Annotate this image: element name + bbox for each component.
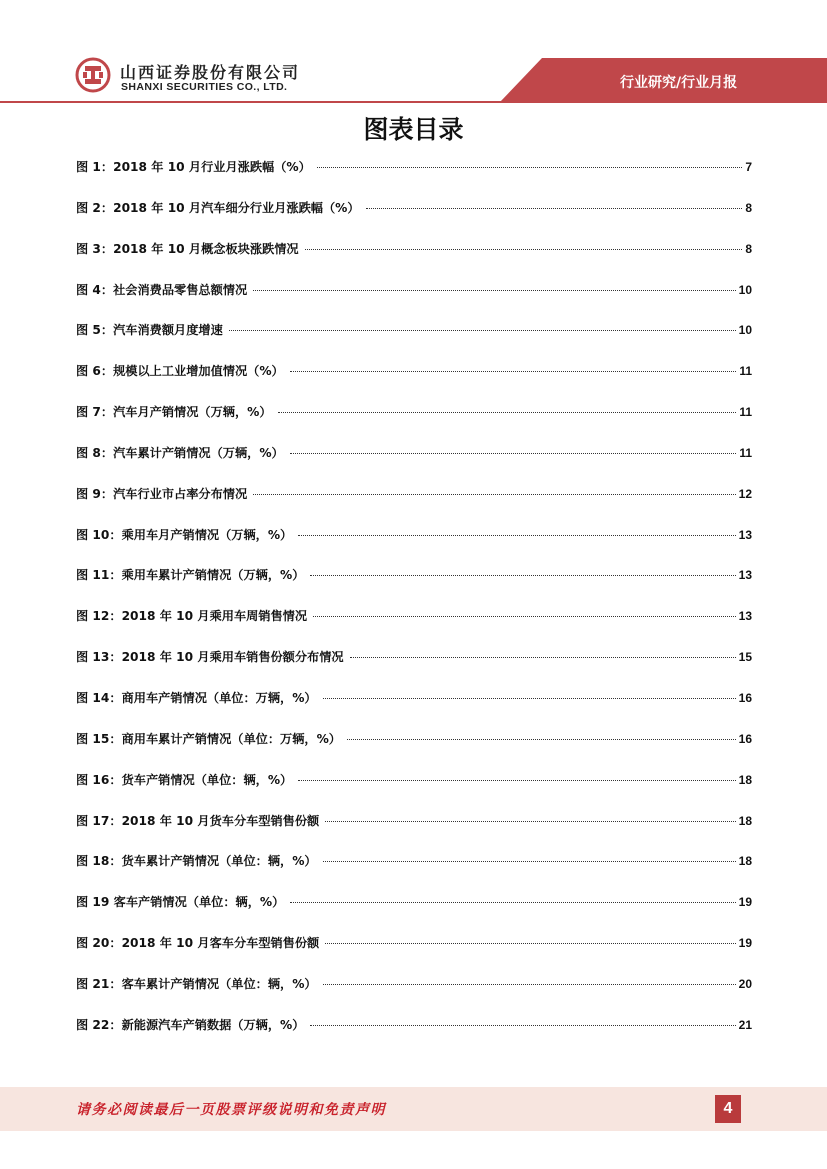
toc-entry-page[interactable]: 20 (738, 976, 752, 991)
toc-entry[interactable] (76, 403, 752, 444)
toc-entry[interactable] (76, 485, 752, 526)
toc-entry-label[interactable]: 图 14：商用车产销情况（单位：万辆，%） (76, 690, 317, 705)
toc-leader-dots (290, 371, 737, 372)
toc-entry-label[interactable]: 图 4：社会消费品零售总额情况 (76, 282, 248, 297)
page-header (0, 0, 827, 110)
toc-entry[interactable] (76, 934, 752, 975)
toc-entry-page[interactable]: 16 (738, 731, 752, 746)
toc-leader-dots (298, 780, 735, 781)
toc-entry-label[interactable]: 图 17：2018 年 10 月货车分车型销售份额 (76, 813, 320, 828)
toc-leader-dots (310, 575, 735, 576)
toc-entry[interactable] (76, 240, 752, 281)
toc-entry[interactable] (76, 771, 752, 812)
toc-entry[interactable] (76, 689, 752, 730)
toc-entry[interactable] (76, 852, 752, 893)
toc-entry[interactable] (76, 199, 752, 240)
toc-entry-label[interactable]: 图 9：汽车行业市占率分布情况 (76, 486, 248, 501)
toc-entry-label[interactable]: 图 7：汽车月产销情况（万辆，%） (76, 405, 272, 420)
toc-entry[interactable] (76, 321, 752, 362)
toc-leader-dots (317, 167, 743, 168)
toc-entry-page[interactable]: 11 (739, 364, 752, 379)
page-title: 图表目录 (363, 115, 464, 144)
company-name-en: SHANXI SECURITIES CO., LTD. (121, 81, 288, 93)
header-divider (0, 101, 827, 103)
toc-leader-dots (323, 984, 736, 985)
toc-entry-page[interactable]: 10 (738, 282, 752, 297)
toc-leader-dots (350, 657, 736, 658)
footer-disclaimer: 请务必阅读最后一页股票评级说明和免责声明 (76, 1102, 386, 1118)
toc-entry-page[interactable]: 15 (738, 650, 752, 665)
toc-entry-page[interactable]: 13 (738, 609, 752, 624)
toc-leader-dots (325, 943, 735, 944)
toc-leader-dots (253, 290, 735, 291)
toc-entry-label[interactable]: 图 6：规模以上工业增加值情况（%） (76, 364, 284, 379)
toc-entry[interactable] (76, 158, 752, 199)
toc-entry[interactable] (76, 281, 752, 322)
company-name-cn: 山西证券股份有限公司 (120, 63, 301, 82)
toc-entry[interactable] (76, 444, 752, 485)
toc-entry-page[interactable]: 19 (738, 895, 752, 910)
toc-entry-page[interactable]: 13 (738, 568, 752, 583)
toc-entry[interactable] (76, 730, 752, 771)
toc-leader-dots (290, 902, 735, 903)
toc-entry-page[interactable]: 7 (745, 160, 752, 174)
toc-entry-label[interactable]: 图 10：乘用车月产销情况（万辆，%） (76, 527, 293, 542)
toc-entry-page[interactable]: 19 (738, 936, 752, 951)
toc-entry[interactable] (76, 975, 752, 1016)
toc-entry-label[interactable]: 图 16：货车产销情况（单位：辆，%） (76, 772, 293, 787)
toc-entry[interactable] (76, 362, 752, 403)
toc-entry-label[interactable]: 图 11：乘用车累计产销情况（万辆，%） (76, 568, 305, 583)
toc-entry-label[interactable]: 图 3：2018 年 10 月概念板块涨跌情况 (76, 241, 299, 256)
company-logo-icon (75, 57, 111, 93)
toc-leader-dots (305, 249, 743, 250)
toc-entry-page[interactable]: 16 (738, 690, 752, 705)
toc-leader-dots (323, 698, 736, 699)
toc-entry-page[interactable]: 12 (738, 486, 752, 501)
toc-entry-label[interactable]: 图 15：商用车累计产销情况（单位：万辆，%） (76, 731, 341, 746)
toc-entry-label[interactable]: 图 5：汽车消费额月度增速 (76, 323, 223, 338)
toc-entry-label[interactable]: 图 1：2018 年 10 月行业月涨跌幅（%） (76, 160, 311, 174)
toc-entry-page[interactable]: 11 (739, 445, 752, 460)
toc-entry[interactable] (76, 526, 752, 567)
toc-leader-dots (229, 330, 736, 331)
toc-entry[interactable] (76, 812, 752, 853)
toc-leader-dots (290, 453, 737, 454)
toc-entry-label[interactable]: 图 19 客车产销情况（单位：辆，%） (76, 895, 285, 910)
toc-entry-label[interactable]: 图 13：2018 年 10 月乘用车销售份额分布情况 (76, 650, 344, 665)
toc-entry-page[interactable]: 11 (739, 405, 752, 420)
toc-leader-dots (313, 616, 736, 617)
toc-entry-page[interactable]: 18 (738, 772, 752, 787)
toc-entry-page[interactable]: 10 (738, 323, 752, 338)
toc-leader-dots (253, 494, 735, 495)
toc-entry-page[interactable]: 13 (738, 527, 752, 542)
toc-leader-dots (278, 412, 737, 413)
toc-entry-label[interactable]: 图 18：货车累计产销情况（单位：辆，%） (76, 854, 317, 869)
toc-entry-page[interactable]: 8 (745, 241, 752, 256)
toc-entry[interactable] (76, 1016, 752, 1057)
toc-leader-dots (323, 861, 736, 862)
table-of-figures (76, 158, 752, 1057)
toc-entry-label[interactable]: 图 12：2018 年 10 月乘用车周销售情况 (76, 609, 308, 624)
page-number-badge: 4 (715, 1095, 741, 1123)
toc-entry-page[interactable]: 8 (745, 200, 752, 215)
toc-entry[interactable] (76, 566, 752, 607)
toc-leader-dots (347, 739, 736, 740)
toc-leader-dots (298, 535, 735, 536)
toc-entry-label[interactable]: 图 2：2018 年 10 月汽车细分行业月涨跌幅（%） (76, 200, 360, 215)
toc-leader-dots (310, 1025, 735, 1026)
toc-entry-label[interactable]: 图 8：汽车累计产销情况（万辆，%） (76, 445, 284, 460)
toc-entry[interactable] (76, 893, 752, 934)
toc-leader-dots (325, 821, 735, 822)
toc-entry-page[interactable]: 21 (738, 1017, 752, 1032)
toc-entry-page[interactable]: 18 (738, 854, 752, 869)
toc-leader-dots (366, 208, 743, 209)
toc-entry-label[interactable]: 图 22：新能源汽车产销数据（万辆，%） (76, 1017, 305, 1032)
toc-entry[interactable] (76, 607, 752, 648)
report-type-label: 行业研究/行业月报 (620, 75, 738, 91)
toc-entry-page[interactable]: 18 (738, 813, 752, 828)
toc-entry-label[interactable]: 图 21：客车累计产销情况（单位：辆，%） (76, 976, 317, 991)
toc-entry[interactable] (76, 648, 752, 689)
toc-entry-label[interactable]: 图 20：2018 年 10 月客车分车型销售份额 (76, 936, 320, 951)
